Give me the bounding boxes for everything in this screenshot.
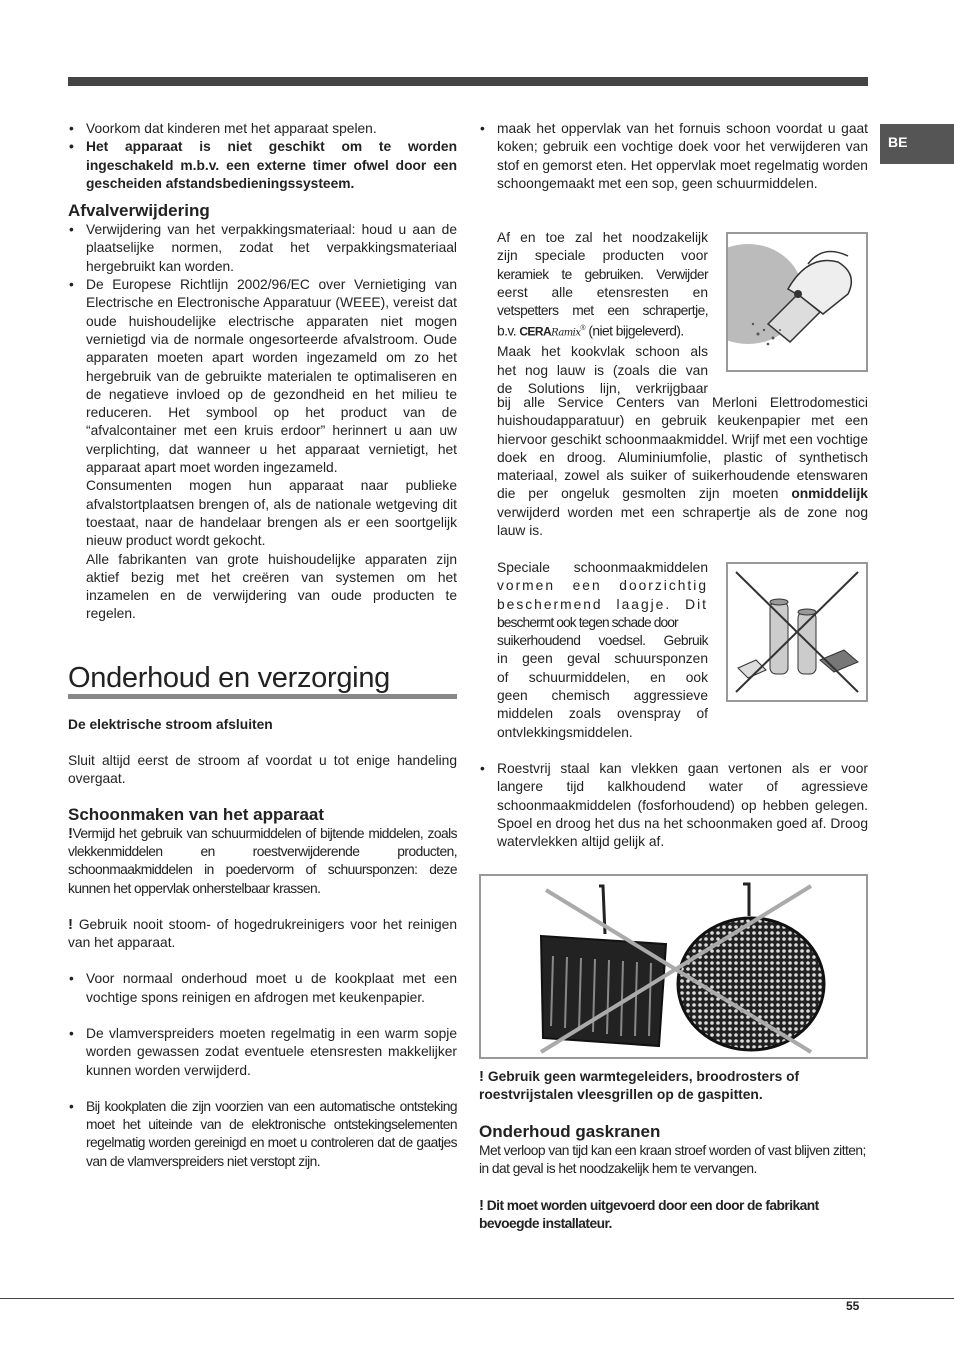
list-item: • De vlamverspreiders moeten regelmatig in een warm sopje worden gewassen zodat eventuele etensresten makkelijker kunnen worden verwijderd. bbox=[68, 1025, 457, 1080]
afval-paragraph: Alle fabrikanten van grote huishoudelijke apparaten zijn aktief bezig met het creëren van systemen om het inzamelen en de verwijdering van oude producten te regelen. bbox=[86, 551, 457, 622]
stainless-paragraph bbox=[479, 760, 868, 851]
text: b.v. bbox=[497, 324, 517, 340]
title-underline bbox=[68, 694, 457, 699]
cera-logo: CERA bbox=[519, 325, 552, 340]
text: (niet bijgeleverd). bbox=[588, 324, 684, 340]
text-line: of schuurmiddelen, en ook bbox=[497, 669, 708, 685]
warning-text: Gebruik nooit stoom- of hogedrukreinigers voor het reinigen van het apparaat. bbox=[68, 916, 457, 951]
text-line: beschermt ook tegen schade door bbox=[497, 614, 678, 630]
warning-paragraph bbox=[479, 1197, 868, 1234]
text-paragraph bbox=[497, 394, 868, 540]
warning-icon: ! bbox=[479, 1196, 484, 1214]
text-line: Maak het kookvlak schoon als bbox=[497, 344, 708, 360]
grill-warning bbox=[479, 1068, 868, 1105]
text-line: keramiek te gebruiken. Verwijder bbox=[497, 266, 708, 282]
warning-paragraph bbox=[68, 916, 457, 953]
afval-heading: Afvalverwijdering bbox=[68, 201, 210, 221]
scraper-drawing bbox=[728, 234, 866, 370]
footer-rule bbox=[0, 1298, 954, 1299]
language-badge: BE bbox=[880, 124, 954, 164]
text-line: het nog lauw is (zoals die van bbox=[497, 362, 708, 378]
warning-icon: ! bbox=[479, 1068, 484, 1085]
cleaning-products-paragraph bbox=[497, 559, 708, 742]
warning-text: Dit moet worden uitgevoerd door een door de fabrikant bevoegde installateur. bbox=[479, 1197, 819, 1231]
text-line: geen chemisch aggressieve bbox=[497, 688, 708, 704]
left-column bbox=[68, 120, 457, 1171]
text-line: de Solutions lijn, verkrijgbaar bbox=[497, 380, 708, 396]
right-list-top bbox=[479, 120, 868, 193]
text-line: Speciale schoonmaakmiddelen bbox=[497, 560, 708, 575]
list-item: • maak het oppervlak van het fornuis schoon voordat u gaat koken; gebruik een vochtige doek voor het verwijderen van stof en gemorst eten. Het oppervlak moet regelmatig worden schoongemaakt met een sop, geen schuurmiddelen. bbox=[479, 120, 868, 193]
text-line: b.v. CERARamix® (niet bijgeleverd). bbox=[497, 324, 684, 340]
list-item bbox=[68, 138, 457, 193]
afval-list bbox=[68, 221, 457, 477]
gas-heading: Onderhoud gaskranen bbox=[479, 1122, 661, 1141]
warning-paragraph bbox=[479, 1068, 868, 1105]
list-item-text: Het apparaat is niet geschikt om te worden ingeschakeld m.b.v. een externe timer ofwel door een gescheiden afstandsbedieningssysteem. bbox=[86, 139, 457, 191]
text-line: vetspetters met een schrapertje, bbox=[497, 303, 708, 319]
list-item: • Verwijdering van het verpakkingsmateriaal: houd u aan de plaatselijke normen, zodat het verpakkingsmateriaal hergebruikt kan worden. bbox=[68, 221, 457, 276]
text-line: ontvlekkingsmiddelen. bbox=[497, 724, 633, 740]
list-item: • De Europese Richtlijn 2002/96/EC over Vernietiging van Electrische en Electronische Apparatuur (WEEE), vereist dat oude huishoudelijke electrische apparaten niet mogen vernietigd via de normale ongesorteerde afvalstroom. Oude apparaten moeten apart worden ingezameld om zo het hergebruik van de gebruikte materialen te optimaliseren en de negatieve invloed op de gezondheid en het milieu te reduceren. Het symbool op het product van de “afvalcontainer met een kruis erdoor” herinnert u aan uw verplichting, dat wanneer u het apparaat vernietigt, het apparaat apart moet worden ingezameld. bbox=[68, 276, 457, 477]
crossed-products-drawing bbox=[728, 564, 866, 700]
schoon-list bbox=[68, 970, 457, 1171]
list-item: • Voorkom dat kinderen met het apparaat spelen. bbox=[68, 120, 457, 138]
text: verwijderd worden met een schrapertje als de zone nog lauw is. bbox=[497, 504, 868, 539]
scraper-illustration bbox=[726, 232, 868, 372]
scraper-paragraph-continued bbox=[497, 394, 868, 540]
text-line: beschermend laagje. Dit bbox=[497, 596, 708, 612]
list-item: • Bij kookplaten die zijn voorzien van een automatische ontsteking moet het uiteinde van de elektronische ontstekingselementen regelmatig worden gereinigd en moet u controleren dat de gaatjes van de vlamverspreiders niet verstopt zijn. bbox=[68, 1098, 457, 1171]
cera-logo-script: Ramix bbox=[551, 328, 581, 340]
grill-drawing bbox=[481, 876, 866, 1057]
grill-illustration bbox=[479, 874, 868, 1059]
bold-text: onmiddelijk bbox=[791, 486, 868, 502]
stroom-heading: De elektrische stroom afsluiten bbox=[68, 716, 273, 732]
warning-text: Vermijd het gebruik van schuurmiddelen of bijtende middelen, zoals vlekkenmiddelen en roestverwijderende producten, schoonmaakmiddelen in poedervorm of schuursponzen: deze kunnen het oppervlak onherstelbaar krassen. bbox=[68, 825, 457, 896]
right-list-bottom bbox=[479, 760, 868, 851]
warning-text: Gebruik geen warmtegeleiders, broodrosters of roestvrijstalen vleesgrillen op de gaspitten. bbox=[479, 1069, 800, 1103]
text-line: suikerhoudend voedsel. Gebruik bbox=[497, 633, 708, 649]
gas-text: Met verloop van tijd kan een kraan stroef worden of vast blijven zitten; in dat geval is het noodzakelijk hem te vervangen. bbox=[479, 1143, 866, 1177]
page-number: 55 bbox=[846, 1299, 860, 1313]
text-line: eerst alle etensresten en bbox=[497, 284, 708, 300]
right-column bbox=[479, 120, 868, 193]
schoon-heading: Schoonmaken van het apparaat bbox=[68, 804, 325, 824]
warning-icon: ! bbox=[68, 915, 73, 933]
warning-icon: ! bbox=[68, 824, 73, 842]
text-line: in geen geval schuursponzen bbox=[497, 651, 708, 667]
scraper-paragraph bbox=[497, 229, 708, 398]
afval-paragraph: Consumenten mogen hun apparaat naar publieke afvalstortplaatsen brengen of, als de nationale wetgeving dit toestaat, naar de handelaar brengen als er een soortgelijk nieuw product wordt gekocht. bbox=[86, 478, 457, 549]
stroom-text: Sluit altijd eerst de stroom af voordat u tot enige handeling overgaat. bbox=[68, 753, 457, 787]
intro-list bbox=[68, 120, 457, 193]
crossed-products-illustration bbox=[726, 562, 868, 702]
list-item: • Voor normaal onderhoud moet u de kookplaat met een vochtige spons reinigen en afdrogen met keukenpapier. bbox=[68, 970, 457, 1007]
list-item: • Roestvrij staal kan vlekken gaan vertonen als er voor langere tijd kalkhoudend water of agressieve schoonmaakmiddelen (fosforhoudend) op hebben gelegen. Spoel en droog het dus na het schoonmaken goed af. Droog watervlekken altijd gelijk af. bbox=[479, 760, 868, 851]
text-line: Af en toe zal het noodzakelijk bbox=[497, 230, 708, 245]
text-line: vormen een doorzichtig bbox=[497, 578, 708, 594]
text-line: zijn speciale producten voor bbox=[497, 248, 708, 264]
text-line: middelen zoals ovenspray of bbox=[497, 706, 708, 722]
top-rule bbox=[68, 77, 868, 86]
page-title: Onderhoud en verzorging bbox=[68, 661, 390, 694]
text: bij alle Service Centers van Merloni Elettrodomestici huishoudapparatuur) en gebruik keukenpapier met een hiervoor geschikt schoonmaakmiddel. Wrijf met een vochtige doek en droog. Aluminiumfolie, plastic of synthetisch materiaal, zowel als suiker of suikerhoudende etenswaren die per ongeluk gesmolten zijn moeten bbox=[497, 395, 868, 502]
warning-paragraph bbox=[68, 825, 457, 898]
gas-section bbox=[479, 1122, 868, 1233]
